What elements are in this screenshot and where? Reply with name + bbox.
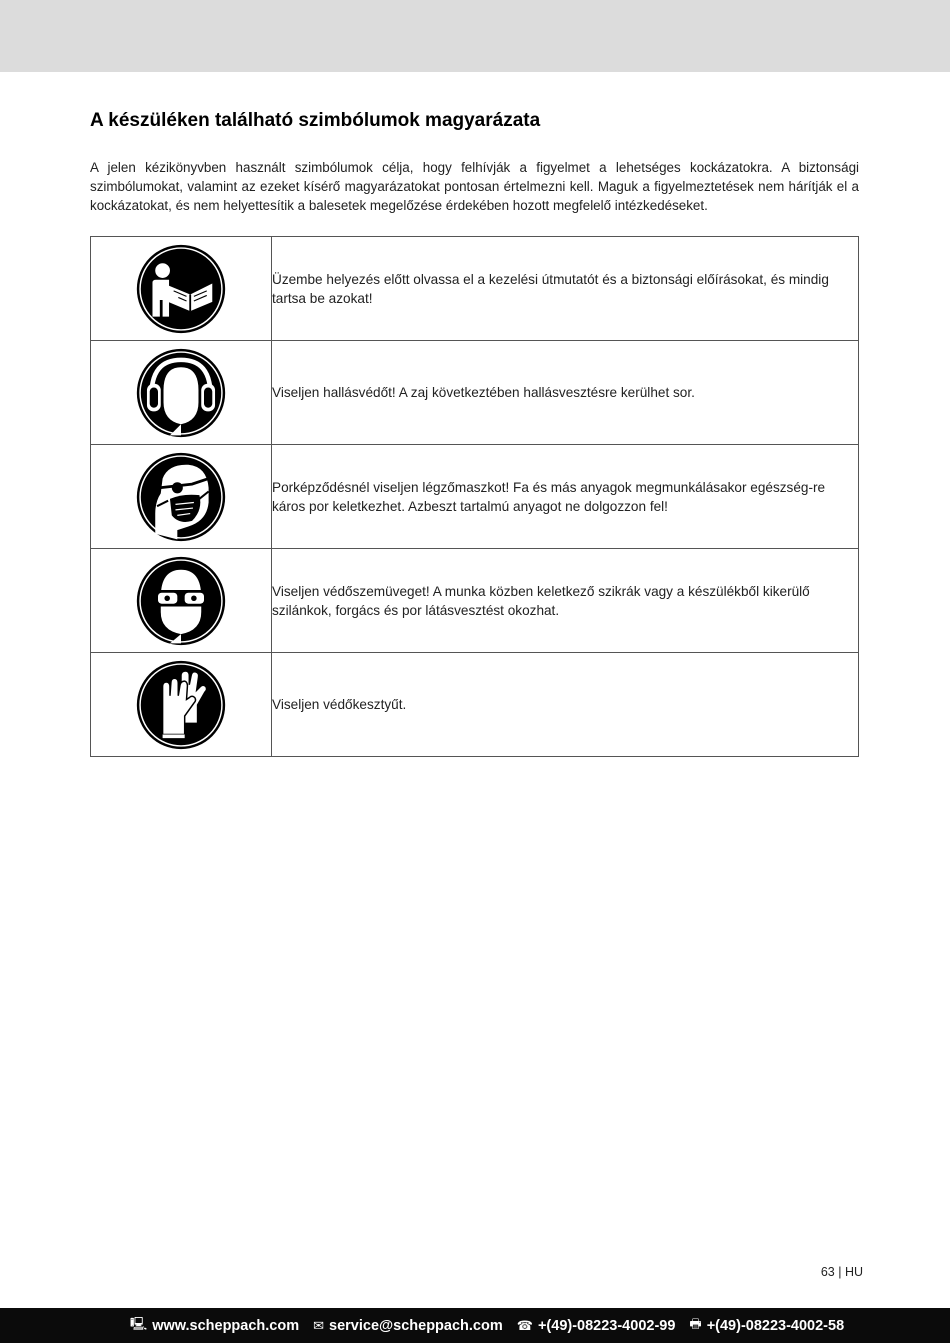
safety-goggles-icon — [135, 555, 227, 647]
symbol-description: Viseljen hallásvédőt! A zaj következtében hallásvesztésre kerülhet sor. — [272, 341, 859, 445]
intro-paragraph: A jelen kézikönyvben használt szimbólumok célja, hogy felhívják a figyelmet a lehetséges kockázatokra. A biztonsági szimbólumokat, valamint az ezeket kísérő magyarázatokat pontosan értelmezni kell. Maguk a figyelmeztetések nem hárítják el a kockázatokat, és nem helyettesítik a balesetek megelőzése érdekében hozott megfelelő intézkedéseket. — [90, 160, 859, 213]
footer-bar — [0, 1308, 950, 1343]
table-row — [91, 341, 859, 445]
page-title: A készüléken található szimbólumok magyarázata — [90, 110, 541, 131]
fax-icon: 🖶 — [689, 1315, 702, 1331]
dust-mask-icon — [135, 451, 227, 543]
footer-phone — [517, 1318, 676, 1334]
computer-icon: 🖳 — [129, 1315, 148, 1331]
symbol-description: Viseljen védőkesztyűt. — [272, 653, 859, 757]
table-row — [91, 237, 859, 341]
phone-text: +(49)-08223-4002-99 — [537, 1317, 676, 1334]
safety-gloves-icon — [135, 659, 227, 751]
footer-fax — [689, 1315, 844, 1337]
header-band — [0, 0, 950, 72]
table-row — [91, 445, 859, 549]
mail-icon: ✉ — [313, 1317, 325, 1333]
read-manual-icon — [135, 243, 227, 335]
website-text: www.scheppach.com — [152, 1317, 300, 1334]
symbol-description: Viseljen védőszemüveget! A munka közben keletkező szikrák vagy a készülékből kikerülő szilánkok, forgács és por látásvesztést okozhat. — [272, 549, 859, 653]
symbols-table — [90, 236, 859, 757]
symbol-description: Üzembe helyezés előtt olvassa el a kezelési útmutatót és a biztonsági előírásokat, és mindig tartsa be azokat! — [272, 237, 859, 341]
ear-protection-icon — [135, 347, 227, 439]
table-row — [91, 653, 859, 757]
fax-text: +(49)-08223-4002-58 — [706, 1317, 845, 1334]
footer-website[interactable] — [130, 1315, 299, 1337]
table-row — [91, 549, 859, 653]
symbol-description: Porképződésnél viseljen légzőmaszkot! Fa és más anyagok megmunkálásakor egészség-re káros por keletkezhet. Azbeszt tartalmú anyagot ne dolgozzon fel! — [272, 445, 859, 549]
page-number: 63 | HU — [820, 1265, 863, 1279]
footer-email[interactable] — [313, 1318, 503, 1334]
phone-icon: ☎ — [516, 1317, 533, 1333]
email-text: service@scheppach.com — [329, 1317, 503, 1334]
